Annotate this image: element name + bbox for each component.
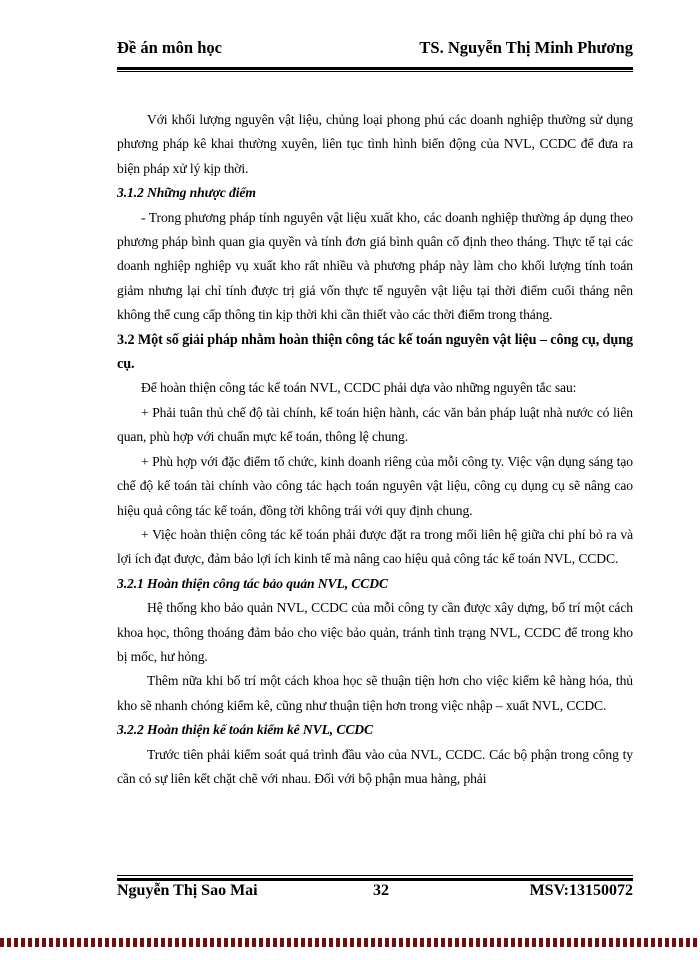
paragraph: + Phải tuân thủ chế độ tài chính, kế toán hiện hành, các văn bản pháp luật nhà nước có liên quan, phù hợp với chuẩn mực kế toán, thông lệ chung. <box>117 404 633 445</box>
header-instructor: TS. Nguyễn Thị Minh Phương <box>419 38 633 57</box>
header-rule-thin <box>117 71 633 72</box>
section-heading-3-2-2: 3.2.2 Hoàn thiện kế toán kiểm kê NVL, CCDC <box>117 722 373 738</box>
section-heading-3-1-2: 3.1.2 Những nhược điểm <box>117 185 256 201</box>
paragraph: - Trong phương pháp tính nguyên vật liệu xuất kho, các doanh nghiệp thường áp dụng theo phương pháp bình quan gia quyền và tính đơn giá bình quân cố định theo tháng. Thực tế tại các doanh nghiệp nghiệp vụ xuất kho rất nhiều và phương pháp này làm cho khối lượng tính toán giảm nhưng lại chỉ tính được trị giá vốn thực tế nguyên vật liệu tại thời điểm cuối tháng nên không thể cung cấp thông tin kịp thời khi cần thiết vào các thời điểm trong tháng. <box>117 209 633 323</box>
section-heading-3-2: 3.2 Một số giải pháp nhằm hoàn thiện công tác kế toán nguyên vật liệu – công cụ, dụng cụ. <box>117 331 633 373</box>
header-course-title: Đề án môn học <box>117 38 222 57</box>
page-number: 32 <box>373 882 389 899</box>
section-heading-3-2-1: 3.2.1 Hoàn thiện công tác bảo quản NVL, CCDC <box>117 575 388 591</box>
paragraph: + Phù hợp với đặc điểm tổ chức, kinh doanh riêng của mỗi công ty. Việc vận dụng sáng tạo chế độ kế toán tài chính vào công tác hạch toán nguyên vật liệu, công cụ dụng cụ sẽ nâng cao hiệu quả công tác kế toán, đồng tời không trái với quy định chung. <box>117 453 633 518</box>
paragraph: Để hoàn thiện công tác kế toán NVL, CCDC phải dựa vào những nguyên tắc sau: <box>141 380 577 396</box>
page-header <box>117 38 633 64</box>
footer-author: Nguyễn Thị Sao Mai <box>117 882 258 899</box>
header-rule-thick <box>117 67 633 70</box>
page-body <box>117 108 633 791</box>
footer-rule-thick <box>117 878 633 881</box>
page-footer <box>117 882 633 906</box>
decorative-page-border <box>0 938 700 947</box>
paragraph: Thêm nữa khi bố trí một cách khoa học sẽ thuận tiện hơn cho việc kiểm kê hàng hóa, thủ kho sẽ nhanh chóng kiểm kê, cũng như thuận tiện hơn trong việc nhập – xuất NVL, CCDC. <box>117 673 633 713</box>
footer-rule-thin <box>117 875 633 876</box>
paragraph: + Việc hoàn thiện công tác kế toán phải được đặt ra trong mối liên hệ giữa chi phí bỏ ra và lợi ích đạt được, đảm bảo lợi ích kinh tế mà nâng cao hiệu quả công tác kế toán NVL, CCDC. <box>117 526 633 567</box>
paragraph: Trước tiên phải kiểm soát quá trình đầu vào của NVL, CCDC. Các bộ phận trong công ty cần có sự liên kết chặt chẽ với nhau. Đối với bộ phận mua hàng, phải <box>117 746 633 786</box>
paragraph: Hệ thống kho bảo quản NVL, CCDC của mỗi công ty cần được xây dựng, bố trí một cách khoa học, thông thoáng đảm bảo cho việc bảo quản, tránh tình trạng NVL, CCDC để trong kho bị mốc, hư hỏng. <box>117 600 633 664</box>
paragraph: Với khối lượng nguyên vật liệu, chủng loại phong phú các doanh nghiệp thường sử dụng phương pháp kê khai thường xuyên, liên tục tình hình biến động của NVL, CCDC để đưa ra biện pháp xử lý kịp thời. <box>117 112 633 176</box>
footer-student-id: MSV:13150072 <box>529 882 633 899</box>
